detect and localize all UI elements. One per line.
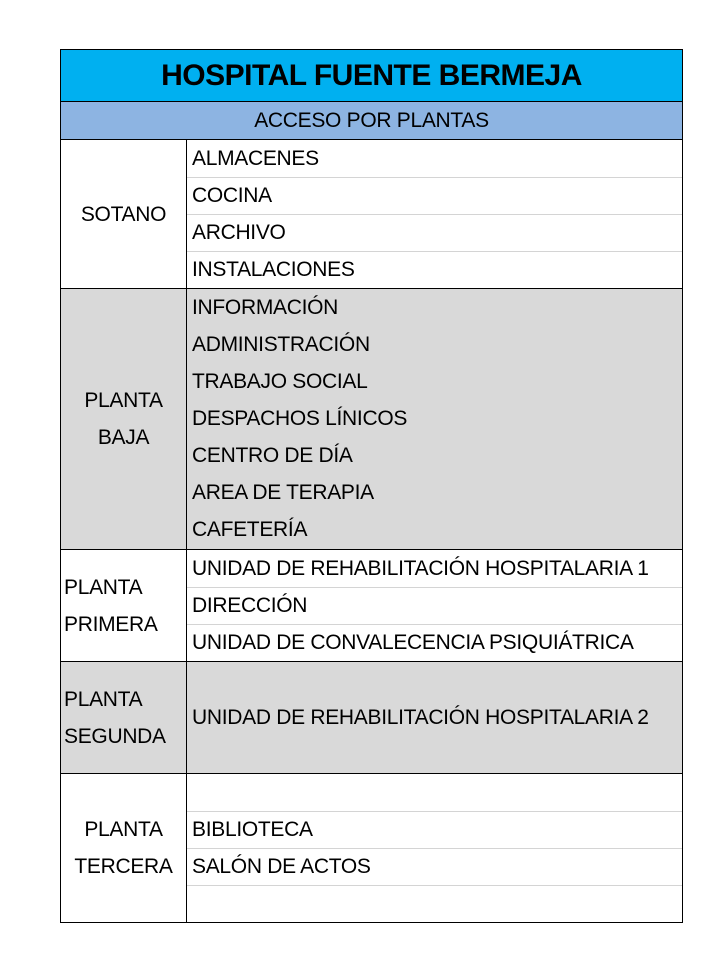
floor-label-primera [61, 550, 187, 661]
room-list-baja [187, 289, 682, 549]
floor-block-baja [60, 288, 683, 549]
room-item: UNIDAD DE CONVALECENCIA PSIQUIÁTRICA [187, 624, 682, 661]
floor-label-baja [61, 289, 187, 549]
room-item: CENTRO DE DÍA [192, 443, 353, 467]
floor-block-segunda [60, 661, 683, 773]
hospital-title: HOSPITAL FUENTE BERMEJA [60, 49, 683, 102]
floor-label-line: PLANTA [64, 575, 143, 599]
room-list-sotano [187, 140, 682, 288]
floor-label-line: PLANTA [84, 389, 163, 412]
floor-label-line: PRIMERA [64, 612, 158, 636]
room-item: DIRECCIÓN [187, 587, 682, 624]
room-item: DESPACHOS LÍNICOS [192, 406, 408, 430]
room-item: COCINA [187, 177, 682, 214]
room-item: ARCHIVO [187, 214, 682, 251]
directory-subtitle: ACCESO POR PLANTAS [60, 102, 683, 139]
room-item [187, 885, 682, 922]
room-item: UNIDAD DE REHABILITACIÓN HOSPITALARIA 2 [192, 705, 649, 729]
floor-block-tercera [60, 773, 683, 923]
room-item: INFORMACIÓN [192, 295, 339, 319]
room-list-primera [187, 550, 682, 661]
room-item: BIBLIOTECA [187, 811, 682, 848]
room-item [187, 774, 682, 811]
room-item: SALÓN DE ACTOS [187, 848, 682, 885]
room-item: INSTALACIONES [187, 251, 682, 288]
room-item: TRABAJO SOCIAL [192, 369, 368, 393]
floor-label-line: TERCERA [74, 855, 173, 878]
room-item: CAFETERÍA [192, 517, 308, 541]
floor-directory-table [60, 49, 683, 923]
floor-label-sotano [61, 140, 187, 288]
room-list-tercera [187, 774, 682, 922]
room-item: UNIDAD DE REHABILITACIÓN HOSPITALARIA 1 [192, 556, 649, 580]
floor-block-primera [60, 549, 683, 661]
floor-label-line: SEGUNDA [64, 724, 166, 748]
room-item: AREA DE TERAPIA [192, 480, 374, 504]
floor-label-tercera [61, 774, 187, 922]
floor-label-line: PLANTA [84, 818, 163, 841]
floor-label-line: PLANTA [64, 687, 143, 711]
room-item: ADMINISTRACIÓN [192, 332, 370, 356]
floor-label-segunda [61, 662, 187, 773]
floor-label-text: SOTANO [80, 202, 167, 226]
floor-label-line: BAJA [97, 426, 150, 449]
floor-block-sotano [60, 139, 683, 288]
room-item: ALMACENES [192, 146, 319, 170]
